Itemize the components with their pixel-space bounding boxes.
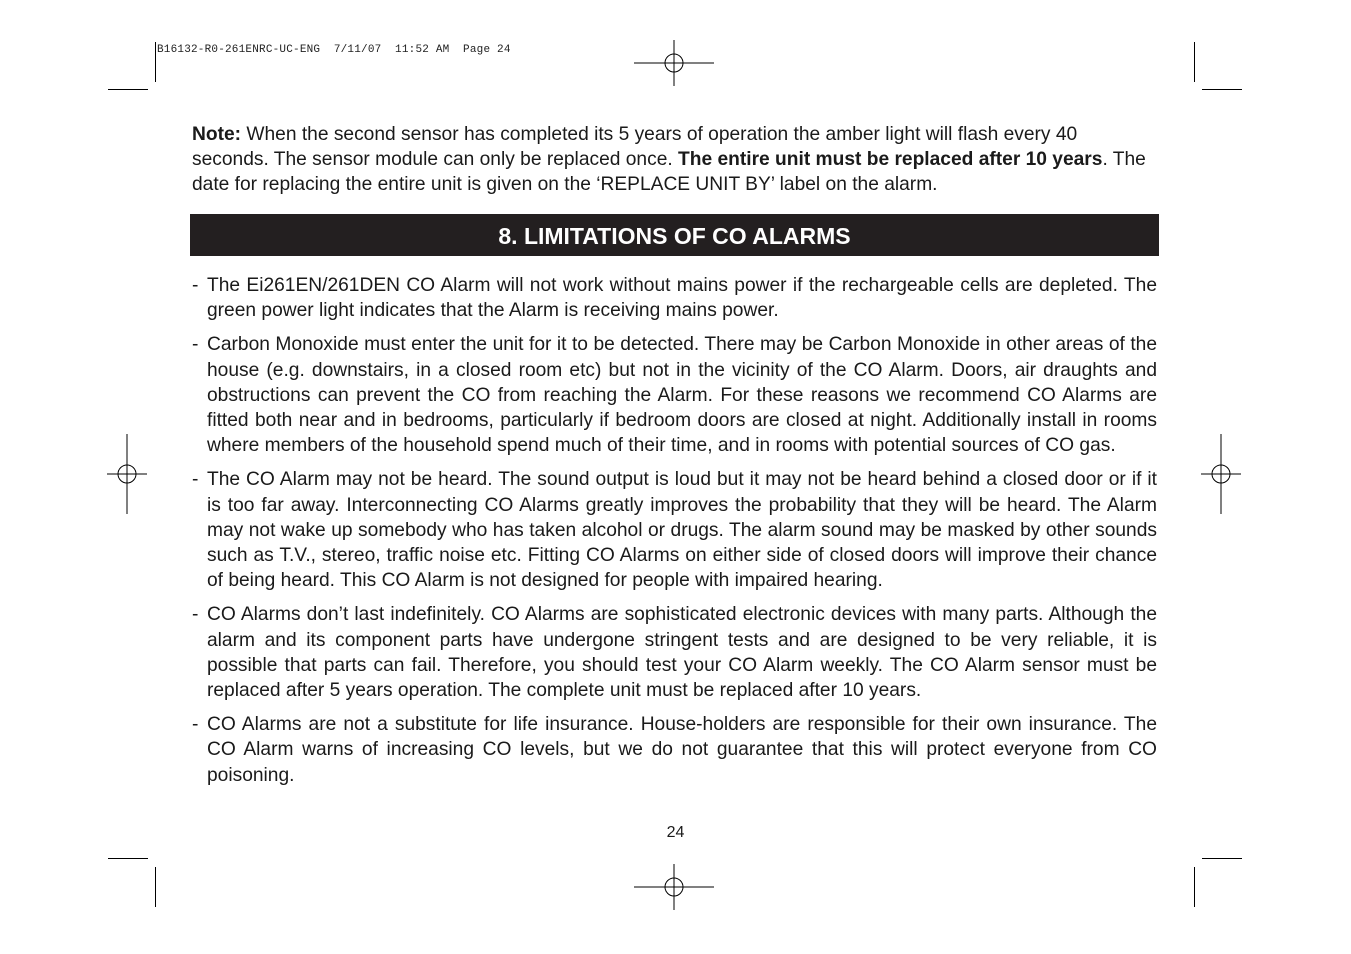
bullet-dash: - (192, 714, 199, 736)
list-item (192, 467, 1157, 593)
list-item (192, 602, 1157, 703)
crop-mark-bottom-left-vertical (155, 867, 156, 907)
list-item (192, 332, 1157, 458)
bullet-dash: - (192, 275, 199, 296)
list-item-text: Carbon Monoxide must enter the unit for it to be detected. There may be Carbon Monoxide in other areas of the house (e.g. downstairs, in a closed room etc) but not in the vicinity of the CO Alarm. Doors, air draughts and obstructions can prevent the CO from reaching the Alarm. For these reasons we recommend CO Alarms are fitted both near and in bedrooms, particularly if bedroom doors are closed at night. Additionally install in rooms where members of the household spend much of their time, and in rooms with potential sources of CO gas. (207, 334, 1157, 457)
bullet-dash: - (192, 469, 199, 491)
note-bold-text: The entire unit must be replaced after 10 years (678, 149, 1103, 170)
list-item (192, 273, 1157, 323)
note-label: Note: (192, 124, 242, 145)
crop-mark-bottom-right-horizontal (1202, 858, 1242, 859)
page-number: 24 (666, 824, 685, 841)
registration-mark-top-icon (634, 40, 714, 86)
list-item (192, 712, 1157, 788)
bullet-dash: - (192, 334, 199, 356)
bullet-dash: - (192, 604, 199, 626)
section-heading: 8. LIMITATIONS OF CO ALARMS (190, 214, 1159, 256)
crop-mark-top-left-vertical (155, 42, 156, 82)
limitations-list (192, 273, 1157, 797)
crop-mark-top-right-horizontal (1202, 89, 1242, 90)
list-item-text: The Ei261EN/261DEN CO Alarm will not work without mains power if the rechargeable cells are depleted. The green power light indicates that the Alarm is receiving mains power. (207, 275, 1157, 322)
note-text-2: . The date for replacing the entire unit is given on the ‘REPLACE UNIT BY’ label on the alarm. (192, 149, 1146, 195)
registration-mark-left-icon (107, 434, 147, 514)
note-paragraph (192, 122, 1158, 197)
registration-mark-bottom-icon (634, 864, 714, 910)
crop-mark-bottom-right-vertical (1194, 867, 1195, 907)
crop-mark-top-right-vertical (1194, 42, 1195, 82)
list-item-text: CO Alarms don’t last indefinitely. CO Alarms are sophisticated electronic devices with many parts. Although the alarm and its component parts have undergone stringent tests and are designed to be very reliable, it is possible that parts can fail. Therefore, you should test your CO Alarm weekly. The CO Alarm sensor must be replaced after 5 years operation. The complete unit must be replaced after 10 years. (207, 604, 1157, 702)
registration-mark-right-icon (1201, 434, 1241, 514)
list-item-text: CO Alarms are not a substitute for life insurance. House-holders are responsible for their own insurance. The CO Alarm warns of increasing CO levels, but we do not guarantee that this will protect everyone from CO poisoning. (207, 714, 1157, 786)
list-item-text: The CO Alarm may not be heard. The sound output is loud but it may not be heard behind a closed door or if it is too far away. Interconnecting CO Alarms greatly improves the probability that they will be heard. The Alarm may not wake up somebody who has taken alcohol or drugs. The alarm sound may be masked by other sounds such as T.V., stereo, traffic noise etc. Fitting CO Alarms on either side of closed doors will improve their chance of being heard. This CO Alarm is not designed for people with impaired hearing. (207, 469, 1157, 592)
crop-mark-top-left-horizontal (108, 89, 148, 90)
crop-mark-bottom-left-horizontal (108, 858, 148, 859)
note-text-1: When the second sensor has completed its 5 years of operation the amber light will flash every 40 seconds. The sensor module can only be replaced once. (192, 124, 1078, 170)
print-slug-line: B16132-R0-261ENRC-UC-ENG 7/11/07 11:52 AM Page 24 (157, 44, 511, 56)
